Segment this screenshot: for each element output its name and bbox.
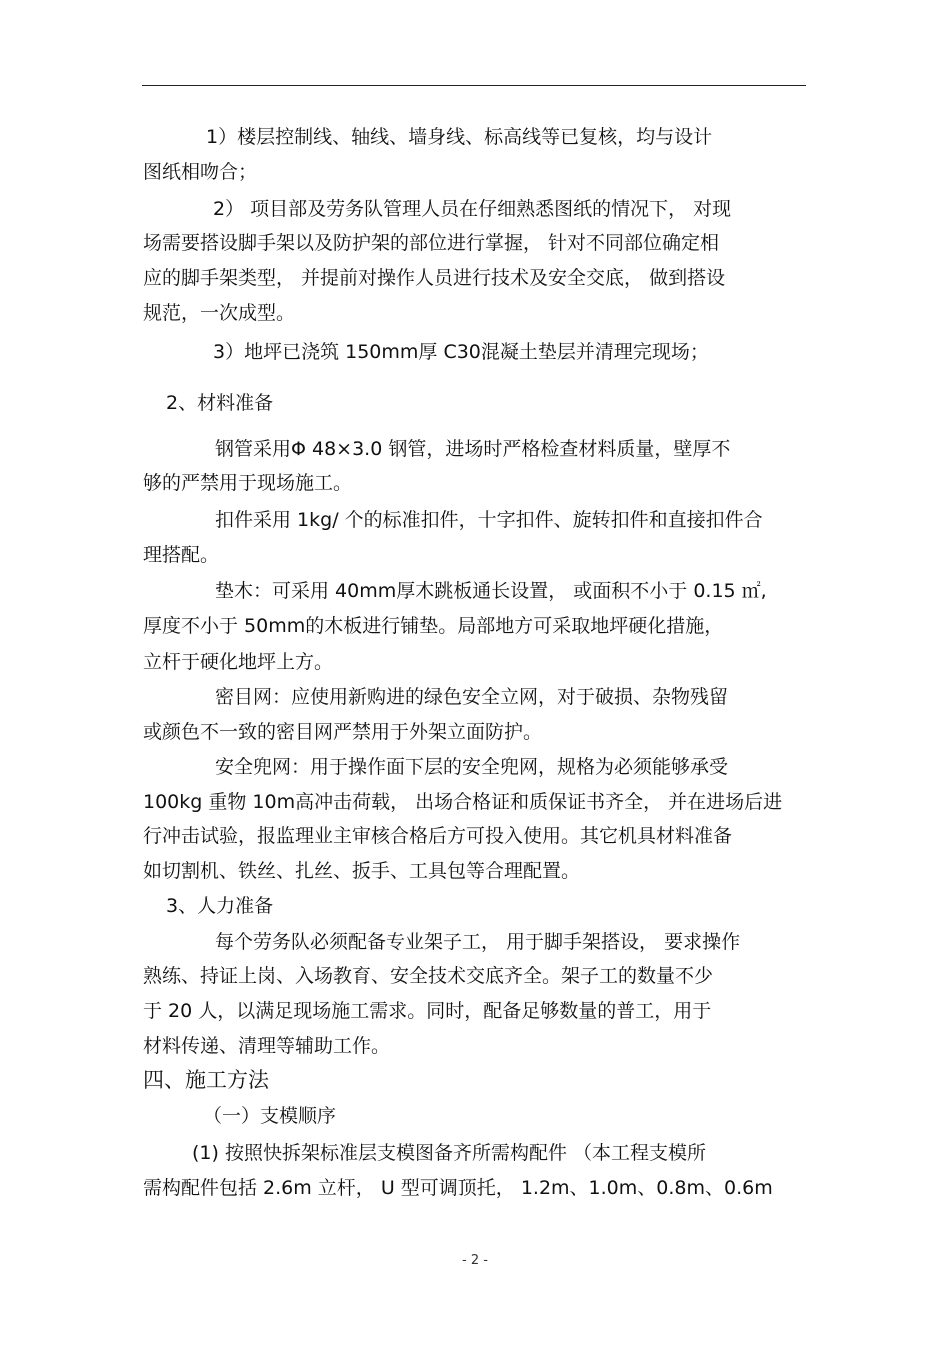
text-line: 够的严禁用于现场施工。 — [143, 472, 353, 494]
text-line: 厚度不小于 50mm的木板进行铺垫。局部地方可采取地坪硬化措施， — [143, 615, 724, 637]
text-line: 熟练、持证上岗、入场教育、安全技术交底齐全。架子工的数量不少 — [143, 965, 714, 987]
text-line: 每个劳务队必须配备专业架子工， 用于脚手架搭设， 要求操作 — [215, 931, 741, 953]
text-line: 材料传递、清理等辅助工作。 — [143, 1035, 391, 1057]
section-heading: 3、人力准备 — [166, 895, 274, 917]
text-line: 100kg 重物 10m高冲击荷载， 出场合格证和质保证书齐全， 并在进场后进 — [143, 791, 783, 813]
page-number: - 2 - — [462, 1253, 488, 1268]
section-heading: 2、材料准备 — [166, 392, 274, 414]
text-line: 垫木：可采用 40mm厚木跳板通长设置， 或面积不小于 0.15 ㎡, — [215, 580, 767, 602]
subsection-heading: （一）支模顺序 — [203, 1105, 337, 1127]
text-line: 行冲击试验，报监理业主审核合格后方可投入使用。其它机具材料准备 — [143, 825, 733, 847]
text-line: 3）地坪已浇筑 150mm厚 C30混凝土垫层并清理完现场； — [213, 341, 709, 363]
text-line: 图纸相吻合； — [143, 161, 258, 183]
text-line: 立杆于硬化地坪上方。 — [143, 651, 334, 673]
text-line: 如切割机、铁丝、扎丝、扳手、工具包等合理配置。 — [143, 860, 581, 882]
text-line: 钢管采用Φ 48×3.0 钢管，进场时严格检查材料质量，壁厚不 — [215, 438, 731, 460]
text-line: 安全兜网：用于操作面下层的安全兜网，规格为必须能够承受 — [215, 756, 729, 778]
text-line: (1) 按照快拆架标准层支模图备齐所需构配件 （本工程支模所 — [192, 1142, 706, 1164]
text-line: 规范，一次成型。 — [143, 302, 296, 324]
header-rule — [142, 85, 806, 86]
text-line: 需构配件包括 2.6m 立杆， U 型可调顶托， 1.2m、1.0m、0.8m、0.6m — [143, 1177, 773, 1199]
text-line: 应的脚手架类型， 并提前对操作人员进行技术及安全交底， 做到搭设 — [143, 267, 726, 289]
chapter-heading: 四、施工方法 — [143, 1068, 269, 1092]
text-line: 2） 项目部及劳务队管理人员在仔细熟悉图纸的情况下， 对现 — [213, 198, 732, 220]
text-line: 于 20 人，以满足现场施工需求。同时，配备足够数量的普工，用于 — [143, 1000, 712, 1022]
text-line: 密目网：应使用新购进的绿色安全立网，对于破损、杂物残留 — [215, 686, 729, 708]
text-line: 1）楼层控制线、轴线、墙身线、标高线等已复核，均与设计 — [206, 126, 713, 148]
text-line: 场需要搭设脚手架以及防护架的部位进行掌握， 针对不同部位确定相 — [143, 232, 720, 254]
text-line: 或颜色不一致的密目网严禁用于外架立面防护。 — [143, 721, 543, 743]
text-line: 理搭配。 — [143, 544, 220, 566]
text-line: 扣件采用 1kg/ 个的标准扣件，十字扣件、旋转扣件和直接扣件合 — [215, 509, 763, 531]
